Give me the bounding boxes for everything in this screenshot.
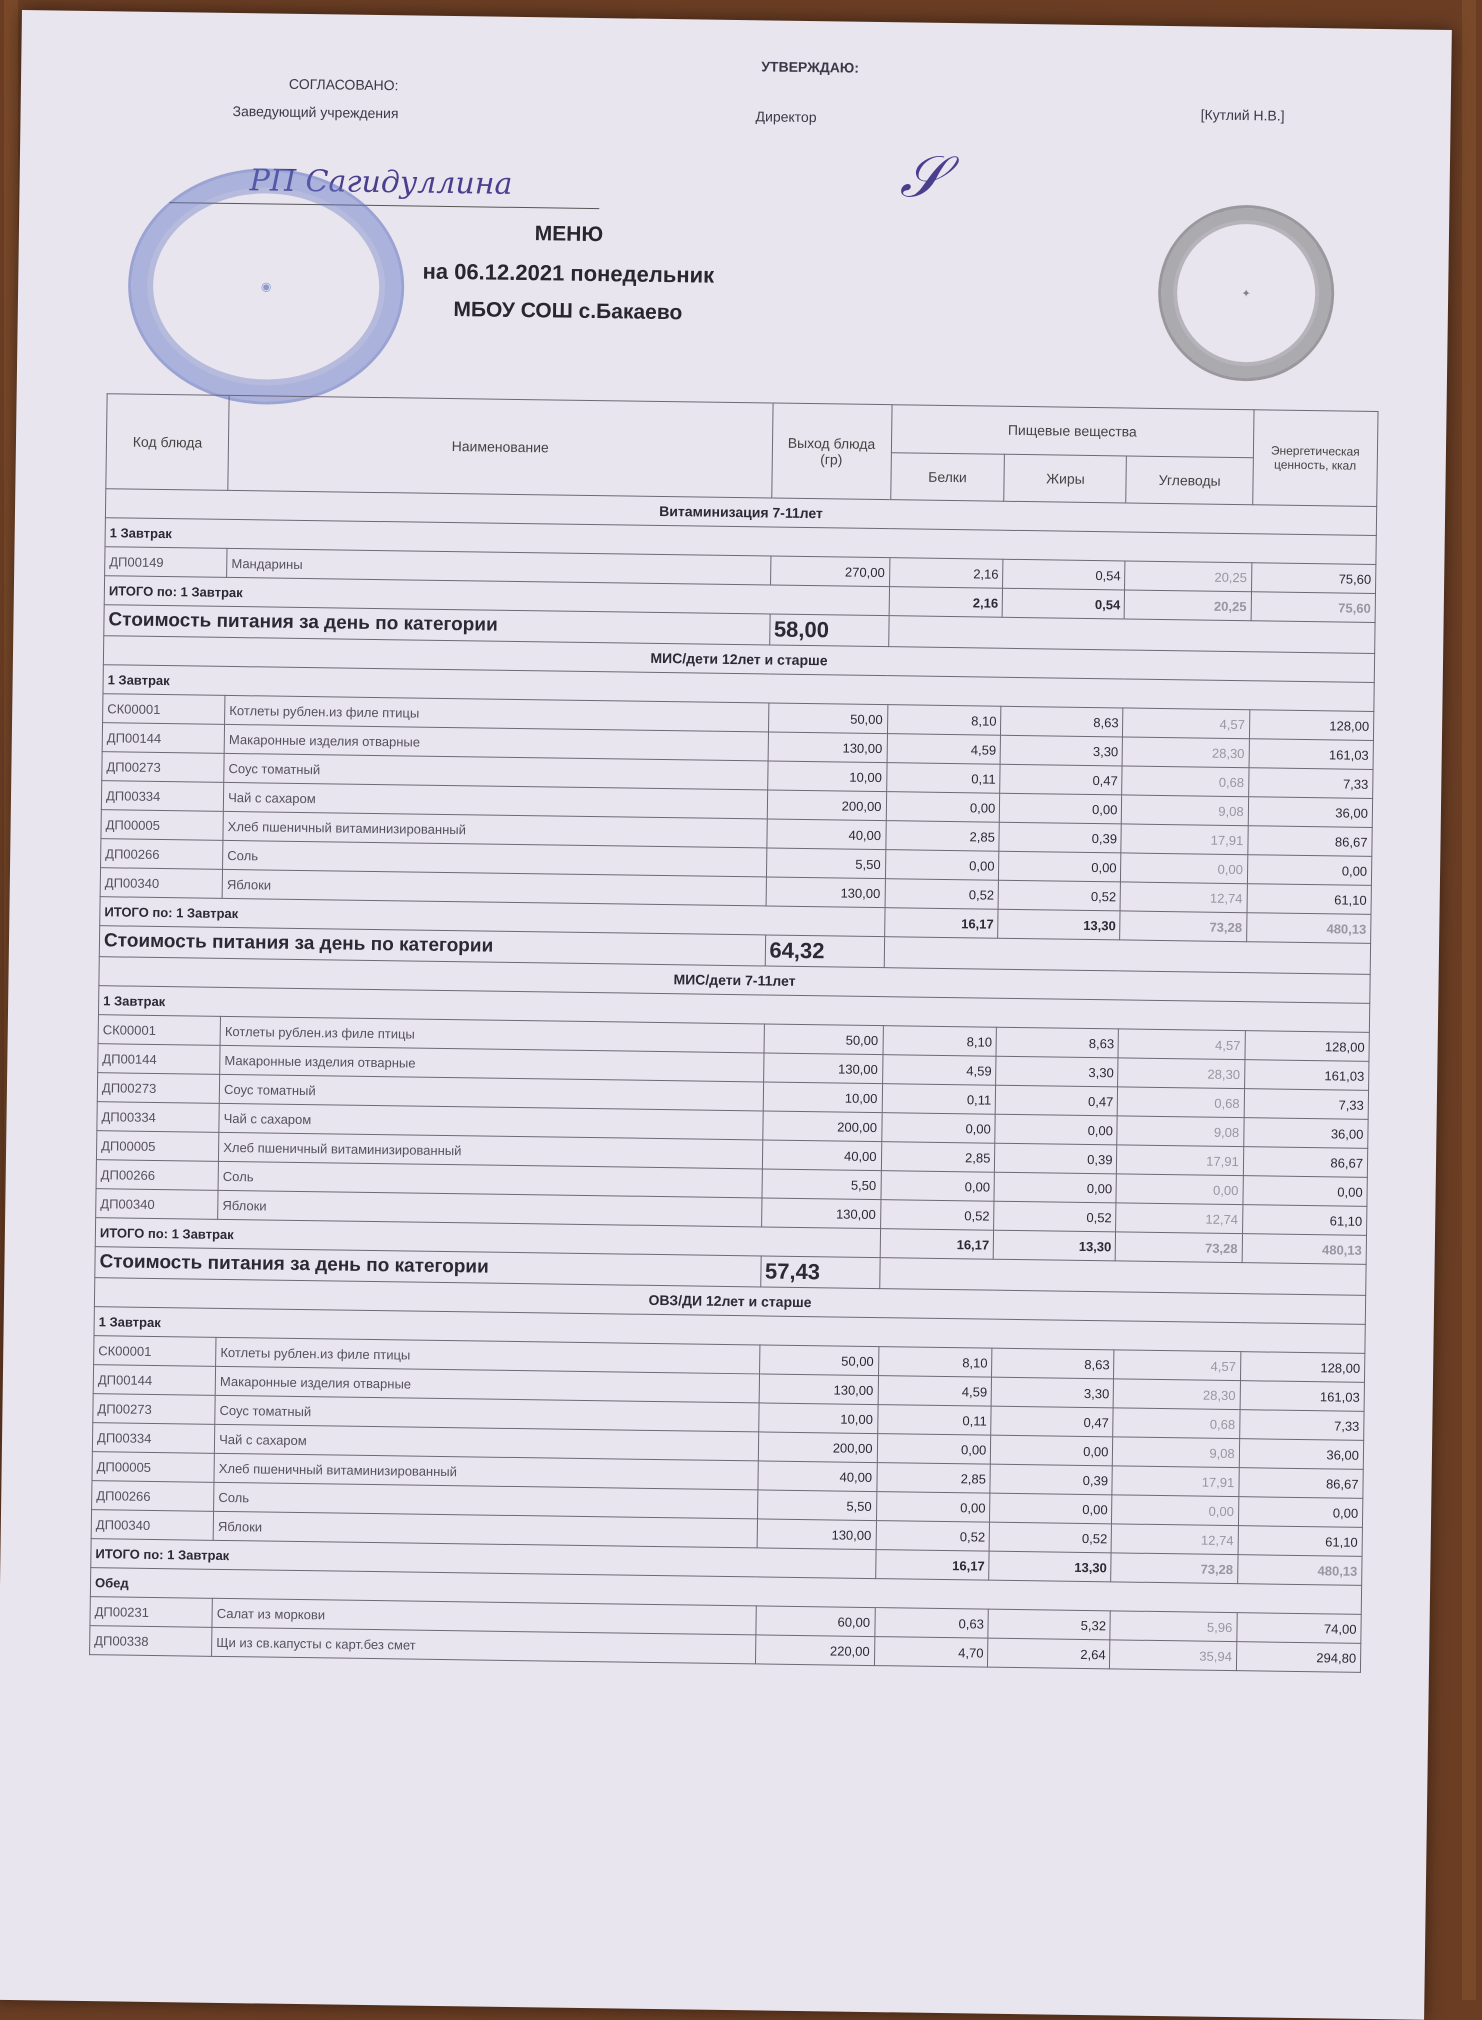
director-signature: 𝒮 (899, 142, 946, 211)
dish-name: Салат из моркови (212, 1598, 756, 1635)
dish-yield: 130,00 (766, 877, 885, 908)
dish-protein: 0,52 (876, 1521, 990, 1552)
dish-yield: 130,00 (761, 1198, 880, 1229)
dish-carbs: 12,74 (1121, 882, 1248, 913)
dish-code: ДП00005 (101, 810, 224, 841)
section-title: МИС/дети 12лет и старше (103, 636, 1374, 683)
dish-name: Хлеб пшеничный витаминизированный (219, 1132, 763, 1169)
dish-yield: 130,00 (768, 732, 887, 763)
dish-energy: 74,00 (1237, 1613, 1362, 1644)
dish-code: ДП00334 (92, 1423, 215, 1454)
dish-yield: 40,00 (762, 1140, 881, 1171)
dish-name: Мандарины (227, 548, 771, 585)
dish-protein: 0,00 (886, 792, 1000, 823)
dish-fat: 0,00 (990, 1493, 1113, 1524)
dish-carbs: 9,08 (1122, 795, 1249, 826)
dish-fat: 0,39 (995, 1143, 1118, 1174)
dish-protein: 0,00 (877, 1434, 991, 1465)
dish-protein: 2,85 (876, 1463, 990, 1494)
dish-yield: 10,00 (763, 1082, 882, 1113)
dish-yield: 130,00 (763, 1053, 882, 1084)
dish-code: ДП00273 (93, 1394, 216, 1425)
dish-fat: 5,32 (988, 1609, 1111, 1640)
cost-value: 57,43 (760, 1256, 879, 1289)
dish-carbs: 17,91 (1117, 1145, 1244, 1176)
total-protein: 16,17 (884, 908, 998, 939)
dish-code: ДП00144 (93, 1365, 216, 1396)
dish-name: Щи из св.капусты с карт.без смет (212, 1627, 756, 1664)
dish-carbs: 17,91 (1121, 824, 1248, 855)
dish-energy: 36,00 (1248, 797, 1373, 828)
dish-energy: 36,00 (1243, 1118, 1368, 1149)
col-nutrients-header: Пищевые вещества (891, 405, 1254, 458)
menu-document (0, 10, 1452, 2020)
dish-carbs: 4,57 (1123, 708, 1250, 739)
dish-carbs: 20,25 (1125, 561, 1252, 592)
col-energy-header: Энергетическая ценность, ккал (1252, 410, 1378, 507)
dish-energy: 75,60 (1251, 563, 1376, 594)
dish-name: Яблоки (218, 1190, 762, 1227)
dish-carbs: 12,74 (1112, 1524, 1239, 1555)
total-fat: 13,30 (989, 1551, 1112, 1582)
dish-code: ДП00266 (96, 1160, 219, 1191)
document-school: МБОУ СОШ с.Бакаево (453, 298, 683, 325)
dish-name: Чай с сахаром (223, 782, 767, 819)
total-label: ИТОГО по: 1 Завтрак (104, 576, 889, 616)
total-carbs: 73,28 (1120, 911, 1247, 942)
dish-yield: 50,00 (759, 1345, 878, 1376)
total-carbs: 73,28 (1111, 1553, 1238, 1584)
dish-code: ДП00338 (90, 1626, 213, 1657)
cost-label: Стоимость питания за день по категории (99, 926, 765, 966)
dish-name: Соус томатный (224, 753, 768, 790)
total-protein: 2,16 (889, 587, 1003, 618)
total-fat: 13,30 (998, 909, 1121, 940)
dish-fat: 8,63 (996, 1027, 1119, 1058)
total-energy: 75,60 (1251, 592, 1376, 623)
dish-fat: 0,47 (996, 1085, 1119, 1116)
total-energy: 480,13 (1246, 913, 1371, 944)
dish-carbs: 28,30 (1118, 1058, 1245, 1089)
col-carbs-header: Углеводы (1126, 455, 1253, 504)
dish-name: Соль (223, 840, 767, 877)
dish-name: Хлеб пшеничный витаминизированный (214, 1453, 758, 1490)
dish-yield: 50,00 (768, 703, 887, 734)
dish-yield: 40,00 (757, 1461, 876, 1492)
dish-energy: 61,10 (1242, 1205, 1367, 1236)
dish-energy: 0,00 (1247, 855, 1372, 886)
dish-fat: 8,63 (992, 1348, 1115, 1379)
dish-carbs: 0,68 (1118, 1087, 1245, 1118)
col-fat-header: Жиры (1004, 454, 1127, 503)
dish-fat: 3,30 (1000, 735, 1123, 766)
dish-code: ДП00340 (96, 1189, 219, 1220)
dish-carbs: 0,68 (1113, 1408, 1240, 1439)
dish-fat: 0,39 (990, 1464, 1113, 1495)
dish-name: Яблоки (222, 869, 766, 906)
total-energy: 480,13 (1237, 1555, 1362, 1586)
approved-label: УТВЕРЖДАЮ: (761, 58, 860, 76)
dish-yield: 220,00 (755, 1635, 874, 1666)
dish-fat: 0,00 (999, 851, 1122, 882)
dish-code: СК00001 (94, 1336, 217, 1367)
dish-energy: 7,33 (1244, 1089, 1369, 1120)
dish-yield: 130,00 (759, 1374, 878, 1405)
dish-protein: 0,00 (881, 1113, 995, 1144)
dish-carbs: 5,96 (1110, 1611, 1237, 1642)
dish-energy: 61,10 (1238, 1526, 1363, 1557)
section-title: ОВЗ/ДИ 12лет и старше (94, 1278, 1365, 1325)
dish-fat: 0,52 (998, 880, 1121, 911)
dish-name: Котлеты рублен.из филе птицы (216, 1337, 760, 1374)
dish-yield: 200,00 (762, 1111, 881, 1142)
dish-energy: 7,33 (1239, 1410, 1364, 1441)
meal-label-breakfast: 1 Завтрак (98, 986, 1369, 1033)
cost-value: 58,00 (769, 614, 888, 647)
col-code-header: Код блюда (106, 394, 229, 491)
dish-code: ДП00144 (98, 1044, 221, 1075)
agreed-label: СОГЛАСОВАНО: (288, 75, 399, 94)
dish-energy: 294,80 (1236, 1642, 1361, 1673)
total-fat: 13,30 (994, 1230, 1117, 1261)
dish-protein: 4,59 (882, 1055, 996, 1086)
dish-energy: 86,67 (1239, 1468, 1364, 1499)
dish-carbs: 0,00 (1116, 1174, 1243, 1205)
cost-label: Стоимость питания за день по категории (95, 1247, 761, 1287)
cost-label: Стоимость питания за день по категории (104, 605, 770, 645)
col-protein-header: Белки (890, 452, 1004, 501)
dish-yield: 270,00 (770, 556, 889, 587)
dish-name: Чай с сахаром (219, 1103, 763, 1140)
dish-protein: 0,00 (876, 1492, 990, 1523)
dish-fat: 0,52 (989, 1522, 1112, 1553)
dish-carbs: 9,08 (1113, 1437, 1240, 1468)
dish-yield: 50,00 (764, 1024, 883, 1055)
dish-name: Соль (214, 1482, 758, 1519)
dish-carbs: 9,08 (1117, 1116, 1244, 1147)
dish-code: ДП00266 (92, 1481, 215, 1512)
dish-name: Соус томатный (215, 1395, 759, 1432)
dish-energy: 161,03 (1244, 1060, 1369, 1091)
dish-energy: 86,67 (1243, 1147, 1368, 1178)
dish-code: ДП00334 (97, 1102, 220, 1133)
col-name-header: Наименование (228, 395, 773, 498)
document-title: МЕНЮ (534, 222, 604, 247)
dish-code: СК00001 (103, 694, 226, 725)
dish-carbs: 12,74 (1116, 1203, 1243, 1234)
dish-protein: 0,52 (885, 879, 999, 910)
dish-energy: 128,00 (1245, 1031, 1370, 1062)
dish-energy: 0,00 (1243, 1176, 1368, 1207)
dish-code: ДП00273 (102, 752, 225, 783)
menu-table-body (90, 489, 1377, 1673)
total-protein: 16,17 (880, 1229, 994, 1260)
dish-carbs: 4,57 (1114, 1350, 1241, 1381)
agreed-position: Заведующий учреждения (232, 102, 399, 122)
round-stamp-blue: ◉ (127, 167, 406, 407)
director-name: [Кутлий Н.В.] (1200, 106, 1285, 124)
dish-name: Котлеты рублен.из филе птицы (220, 1016, 764, 1053)
dish-protein: 0,63 (874, 1608, 988, 1639)
meal-label-breakfast: 1 Завтрак (103, 665, 1374, 712)
total-label: ИТОГО по: 1 Завтрак (95, 1218, 880, 1258)
dish-carbs: 4,57 (1118, 1029, 1245, 1060)
dish-energy: 161,03 (1249, 739, 1374, 770)
dish-code: ДП00340 (91, 1510, 214, 1541)
dish-protein: 4,59 (887, 734, 1001, 765)
dish-protein: 4,59 (878, 1376, 992, 1407)
dish-protein: 0,11 (882, 1084, 996, 1115)
dish-fat: 0,00 (994, 1172, 1117, 1203)
dish-carbs: 28,30 (1114, 1379, 1241, 1410)
dish-fat: 2,64 (988, 1638, 1111, 1669)
meal-label-breakfast: 1 Завтрак (94, 1307, 1365, 1354)
dish-energy: 0,00 (1238, 1497, 1363, 1528)
menu-table (89, 393, 1378, 1673)
dish-code: ДП00144 (102, 723, 225, 754)
dish-name: Яблоки (213, 1511, 757, 1548)
dish-protein: 4,70 (874, 1637, 988, 1668)
meal-label-lunch: Обед (90, 1568, 1361, 1615)
dish-energy: 86,67 (1248, 826, 1373, 857)
dish-protein: 0,00 (885, 850, 999, 881)
dish-protein: 8,10 (887, 705, 1001, 736)
dish-yield: 5,50 (757, 1490, 876, 1521)
dish-fat: 8,63 (1001, 706, 1124, 737)
dish-code: ДП00005 (92, 1452, 215, 1483)
dish-name: Макаронные изделия отварные (215, 1366, 759, 1403)
dish-yield: 60,00 (755, 1606, 874, 1637)
col-yield-header: Выход блюда (гр) (771, 403, 891, 500)
dish-carbs: 17,91 (1112, 1466, 1239, 1497)
dish-carbs: 0,68 (1122, 766, 1249, 797)
dish-yield: 200,00 (758, 1432, 877, 1463)
dish-protein: 0,11 (877, 1405, 991, 1436)
dish-code: ДП00340 (100, 868, 223, 899)
dish-code: СК00001 (98, 1015, 221, 1046)
dish-energy: 128,00 (1240, 1352, 1365, 1383)
dish-name: Хлеб пшеничный витаминизированный (223, 811, 767, 848)
dish-protein: 2,85 (881, 1142, 995, 1173)
dish-energy: 7,33 (1248, 768, 1373, 799)
dish-yield: 5,50 (766, 848, 885, 879)
dish-name: Чай с сахаром (214, 1424, 758, 1461)
dish-fat: 0,00 (991, 1435, 1114, 1466)
dish-code: ДП00273 (97, 1073, 220, 1104)
dish-yield: 200,00 (767, 790, 886, 821)
dish-fat: 0,47 (1000, 764, 1123, 795)
dish-yield: 10,00 (758, 1403, 877, 1434)
agreed-signature: РП Сагидуллина (249, 163, 513, 202)
document-date: на 06.12.2021 понедельник (422, 258, 715, 288)
dish-energy: 128,00 (1249, 710, 1374, 741)
dish-code: ДП00231 (90, 1597, 213, 1628)
total-carbs: 20,25 (1125, 590, 1252, 621)
dish-fat: 3,30 (996, 1056, 1119, 1087)
dish-protein: 8,10 (878, 1347, 992, 1378)
dish-carbs: 28,30 (1123, 737, 1250, 768)
section-title: МИС/дети 7-11лет (99, 957, 1370, 1004)
dish-protein: 2,16 (889, 558, 1003, 589)
dish-protein: 0,00 (880, 1171, 994, 1202)
dish-code: ДП00005 (96, 1131, 219, 1162)
cost-value: 64,32 (765, 935, 884, 968)
dish-fat: 0,39 (999, 822, 1122, 853)
dish-name: Котлеты рублен.из филе птицы (225, 695, 769, 732)
dish-carbs: 0,00 (1112, 1495, 1239, 1526)
dish-energy: 161,03 (1240, 1381, 1365, 1412)
total-energy: 480,13 (1242, 1234, 1367, 1265)
dish-fat: 0,52 (994, 1201, 1117, 1232)
dish-protein: 0,11 (886, 763, 1000, 794)
dish-energy: 36,00 (1239, 1439, 1364, 1470)
approved-position: Директор (755, 108, 817, 126)
total-fat: 0,54 (1002, 588, 1125, 619)
total-label: ИТОГО по: 1 Завтрак (91, 1539, 876, 1579)
total-protein: 16,17 (875, 1550, 989, 1581)
dish-code: ДП00266 (101, 839, 224, 870)
dish-fat: 3,30 (991, 1377, 1114, 1408)
dish-fat: 0,54 (1003, 559, 1126, 590)
total-label: ИТОГО по: 1 Завтрак (100, 897, 885, 937)
dish-yield: 40,00 (766, 819, 885, 850)
dish-yield: 130,00 (757, 1519, 876, 1550)
dish-energy: 61,10 (1247, 884, 1372, 915)
dish-code: ДП00334 (101, 781, 224, 812)
dish-carbs: 0,00 (1121, 853, 1248, 884)
dish-name: Соус томатный (219, 1074, 763, 1111)
dish-name: Макаронные изделия отварные (220, 1045, 764, 1082)
meal-label-breakfast: 1 Завтрак (105, 518, 1376, 565)
dish-name: Соль (218, 1161, 762, 1198)
dish-yield: 10,00 (767, 761, 886, 792)
dish-protein: 2,85 (885, 821, 999, 852)
dish-protein: 8,10 (883, 1026, 997, 1057)
dish-name: Макаронные изделия отварные (224, 724, 768, 761)
dish-fat: 0,47 (991, 1406, 1114, 1437)
dish-fat: 0,00 (1000, 793, 1123, 824)
total-carbs: 73,28 (1116, 1232, 1243, 1263)
dish-carbs: 35,94 (1110, 1640, 1237, 1671)
dish-fat: 0,00 (995, 1114, 1118, 1145)
dish-code: ДП00149 (105, 547, 228, 578)
dish-yield: 5,50 (761, 1169, 880, 1200)
section-title: Витаминизация 7-11лет (105, 489, 1376, 536)
round-seal-gray: ✦ (1157, 204, 1335, 382)
dish-protein: 0,52 (880, 1200, 994, 1231)
